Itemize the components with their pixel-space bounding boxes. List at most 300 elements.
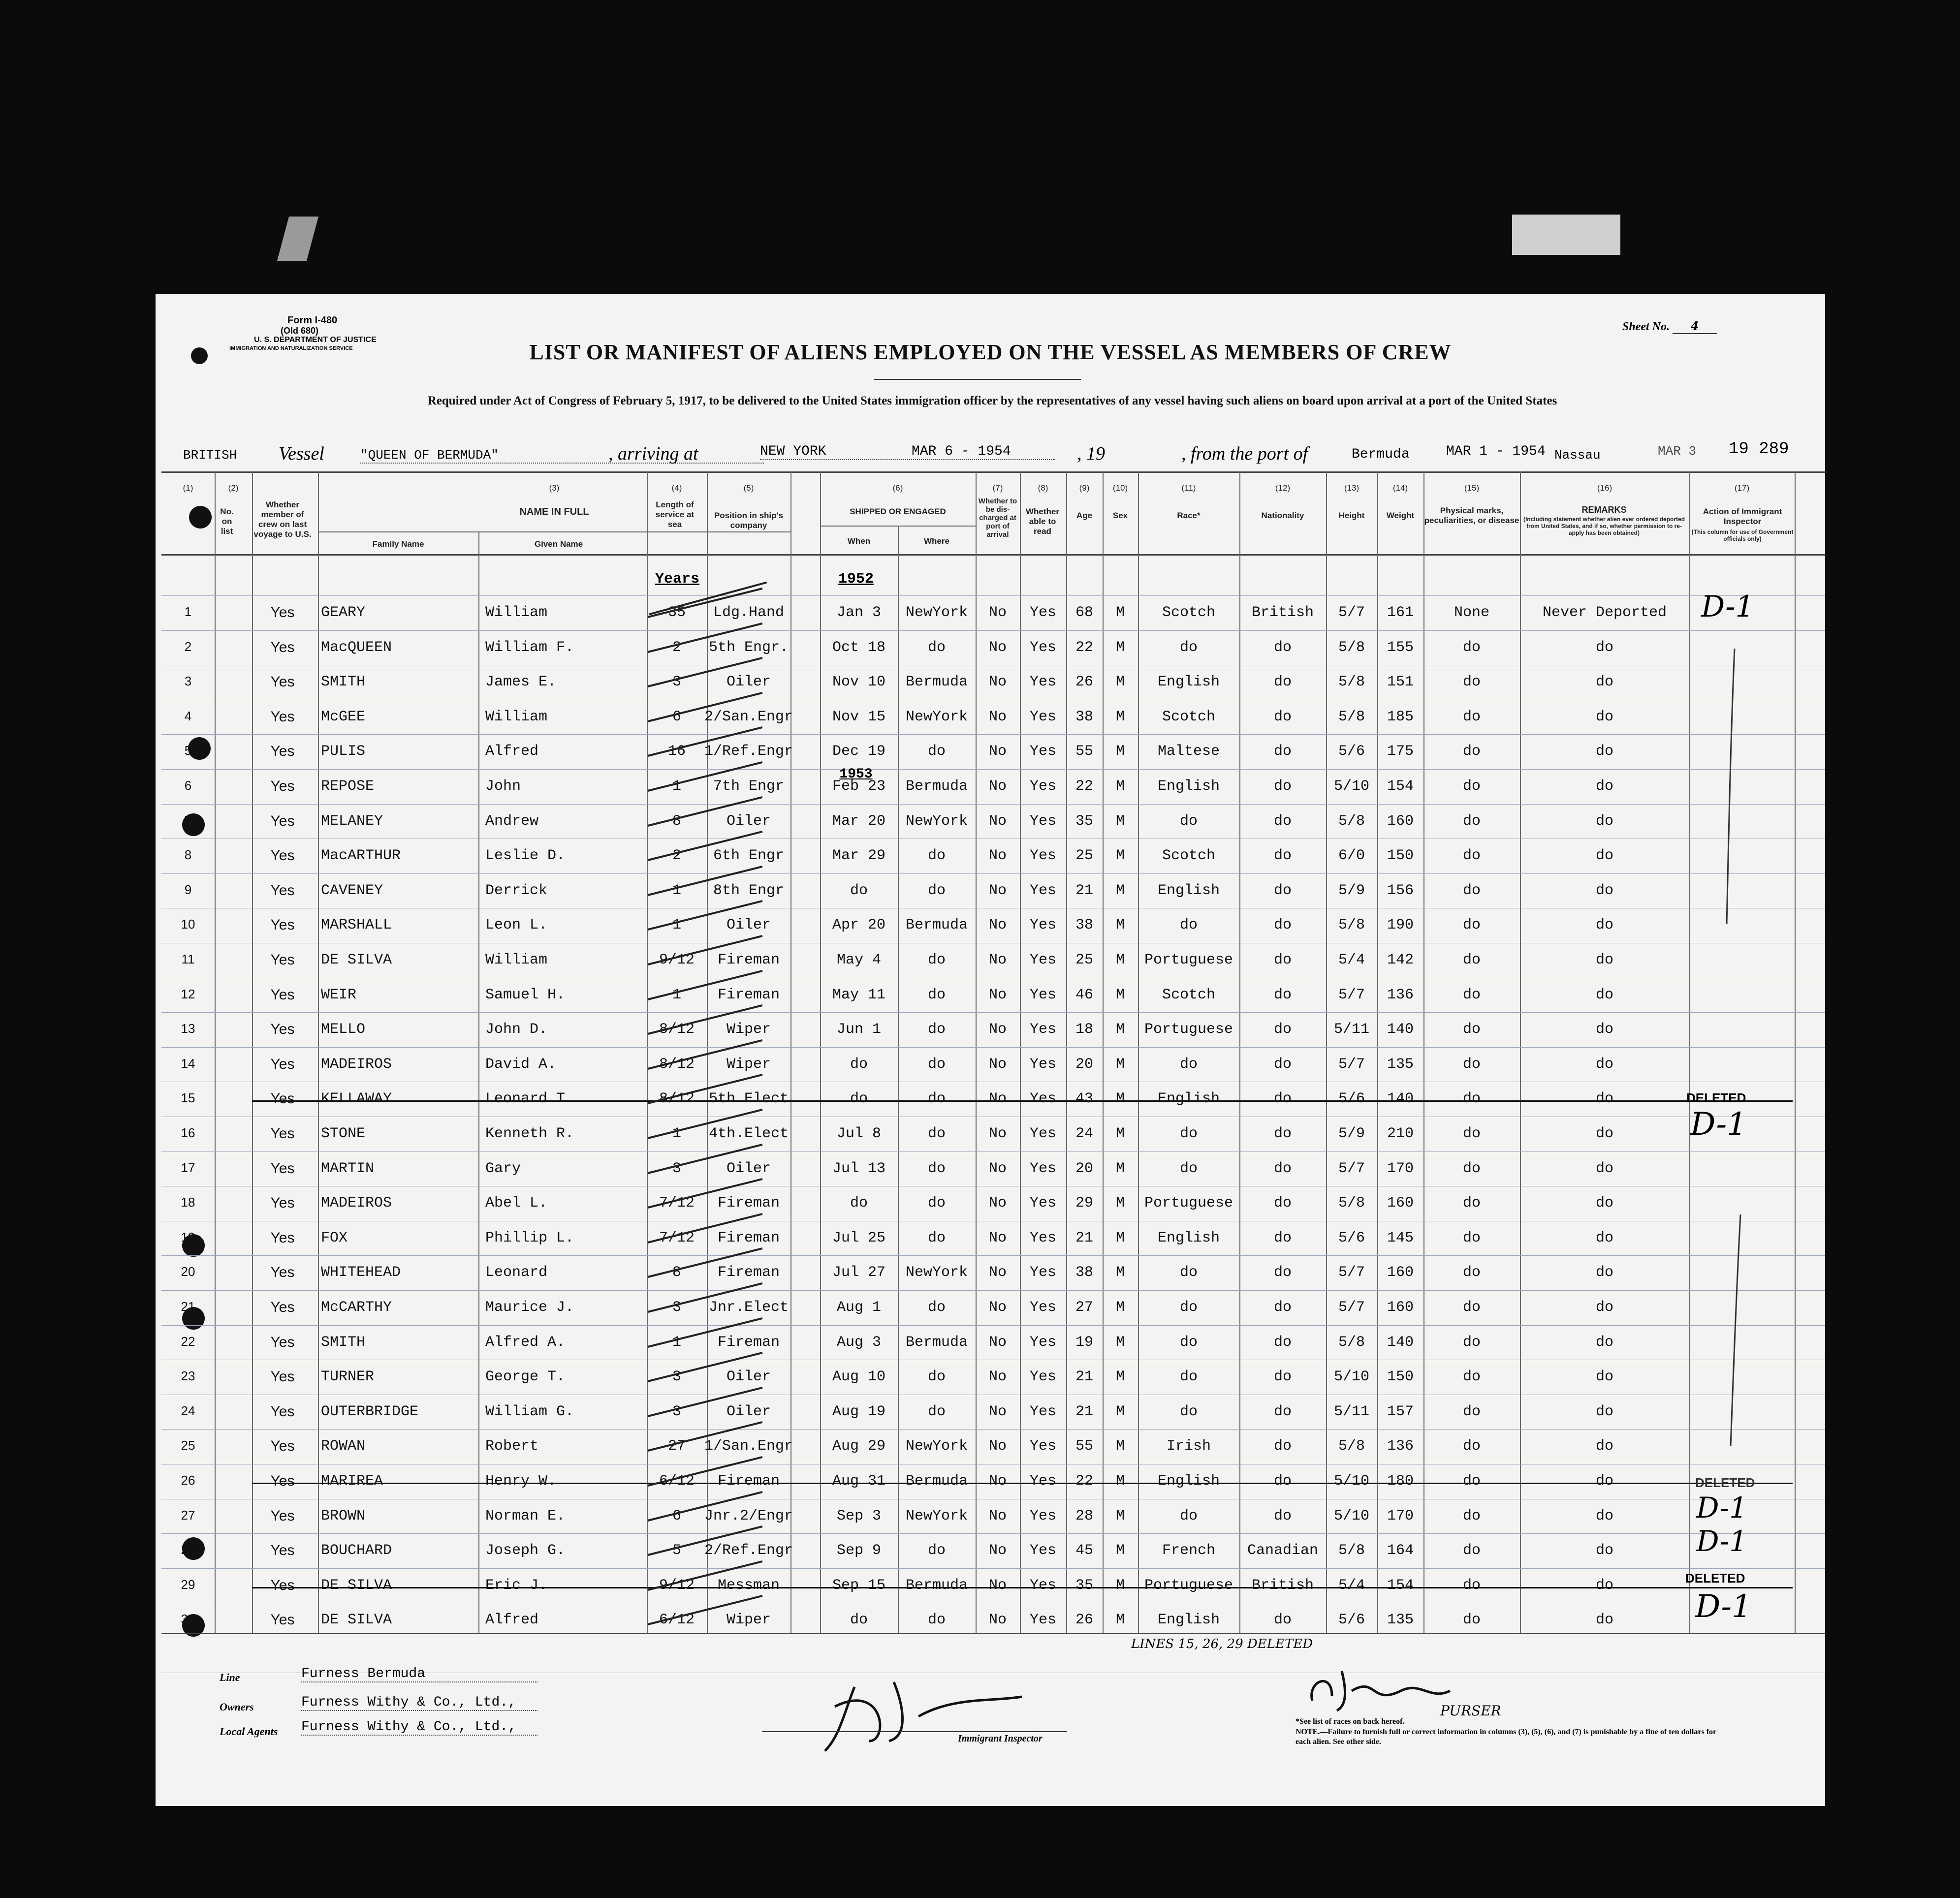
cell-nat: do <box>1273 917 1292 934</box>
cell-weight: 160 <box>1387 812 1414 830</box>
cell-no: 26 <box>181 1473 195 1488</box>
cell-read: Yes <box>1029 986 1056 1003</box>
cell-nat: do <box>1273 882 1292 899</box>
column-number: (11) <box>1181 483 1196 493</box>
cell-no: 17 <box>181 1160 195 1175</box>
cell-service: 1 <box>672 1125 681 1142</box>
cell-where: do <box>927 1090 946 1108</box>
cell-height: 5/4 <box>1338 952 1365 968</box>
cell-weight: 136 <box>1387 986 1414 1003</box>
cell-phys: do <box>1462 1612 1481 1629</box>
cell-phys: do <box>1462 1334 1481 1351</box>
cell-phys: do <box>1462 1299 1481 1316</box>
cell-remarks: do <box>1595 1334 1613 1351</box>
header-no: No. on list <box>220 507 234 536</box>
header-where: Where <box>924 536 949 546</box>
cell-height: 5/7 <box>1338 1056 1365 1073</box>
cell-no: 6 <box>184 778 192 793</box>
cell-where: do <box>927 1369 946 1386</box>
cell-phys: do <box>1462 1264 1481 1281</box>
form-title: LIST OR MANIFEST OF ALIENS EMPLOYED ON THE VESSEL AS MEMBERS OF CREW <box>529 340 1452 364</box>
cell-height: 5/10 <box>1333 1473 1369 1490</box>
cell-no: 15 <box>181 1090 195 1106</box>
cell-height: 5/6 <box>1338 1612 1365 1629</box>
cell-sex: M <box>1115 847 1125 865</box>
cell-read: Yes <box>1029 604 1056 621</box>
cell-height: 5/7 <box>1338 604 1365 621</box>
cell-race: Portuguese <box>1144 952 1233 968</box>
cell-nat: do <box>1273 1021 1292 1038</box>
cell-sex: M <box>1115 952 1125 968</box>
cell-position: Fireman <box>717 986 780 1003</box>
cell-crew: Yes <box>270 1195 295 1212</box>
cell-position: Wiper <box>726 1612 771 1629</box>
cell-where: do <box>927 639 946 656</box>
cell-remarks: do <box>1595 708 1613 725</box>
arriving-label: , arriving at <box>608 443 698 464</box>
cell-remarks: do <box>1595 778 1613 795</box>
cell-race: Scotch <box>1162 847 1216 865</box>
cell-when: Sep 9 <box>836 1542 881 1559</box>
cell-race: do <box>1179 1056 1198 1073</box>
cell-disch: No <box>988 743 1007 760</box>
cell-where: do <box>927 1160 946 1177</box>
cell-no: 2 <box>184 639 192 654</box>
cell-read: Yes <box>1029 952 1056 968</box>
form-number: Form I-480 <box>287 315 338 326</box>
cell-position: Oiler <box>726 1403 771 1420</box>
cell-service: 35 <box>667 604 686 621</box>
header-height: Height <box>1338 511 1365 520</box>
cell-weight: 135 <box>1387 1056 1414 1073</box>
inspector-d1-mark: D-1 <box>1696 1525 1748 1558</box>
cell-nat: do <box>1273 1369 1292 1386</box>
cell-read: Yes <box>1029 1473 1056 1490</box>
deleted-stamp: DELETED <box>1695 1475 1755 1490</box>
cell-weight: 140 <box>1387 1021 1414 1038</box>
from-port-date: MAR 1 - 1954 <box>1446 444 1546 459</box>
owners-value: Furness Withy & Co., Ltd., <box>301 1695 537 1711</box>
cell-given: Alfred <box>485 743 539 760</box>
cell-weight: 170 <box>1387 1160 1414 1177</box>
cell-weight: 150 <box>1387 1369 1414 1386</box>
cell-sex: M <box>1115 882 1125 899</box>
cell-service: 8/12 <box>659 1090 695 1108</box>
header-nationality: Nationality <box>1261 511 1304 520</box>
cell-remarks: do <box>1595 1090 1613 1108</box>
cell-where: do <box>927 743 946 760</box>
header-family: Family Name <box>372 539 424 549</box>
cell-service: 1 <box>672 986 681 1003</box>
cell-when: do <box>850 882 868 899</box>
cell-weight: 151 <box>1387 674 1414 691</box>
cell-no: 16 <box>181 1125 195 1140</box>
cell-nat: do <box>1273 708 1292 725</box>
cell-weight: 210 <box>1387 1125 1414 1142</box>
cell-phys: do <box>1462 1160 1481 1177</box>
cell-read: Yes <box>1029 1612 1056 1629</box>
cell-when: Sep 15 <box>832 1577 886 1594</box>
cell-remarks: Never Deported <box>1542 604 1667 621</box>
cell-age: 24 <box>1075 1125 1093 1142</box>
cell-where: do <box>927 1403 946 1420</box>
cell-height: 5/6 <box>1338 743 1365 760</box>
cell-given: William <box>485 604 548 621</box>
cell-when: May 11 <box>832 986 886 1003</box>
cell-nat: do <box>1273 986 1292 1003</box>
cell-weight: 140 <box>1387 1090 1414 1108</box>
cell-family: GEARY <box>321 604 366 621</box>
inspector-d1-mark: D-1 <box>1690 1106 1747 1143</box>
cell-disch: No <box>988 639 1007 656</box>
cell-crew: Yes <box>270 1542 295 1559</box>
cell-where: NewYork <box>905 604 968 621</box>
film-tab-right <box>1512 215 1620 255</box>
cell-remarks: do <box>1595 917 1613 934</box>
cell-read: Yes <box>1029 674 1056 691</box>
cell-no: 11 <box>181 952 195 966</box>
cell-remarks: do <box>1595 1369 1613 1386</box>
cell-height: 5/10 <box>1333 1507 1369 1525</box>
cell-where: do <box>927 1056 946 1073</box>
cell-when: do <box>850 1056 868 1073</box>
cell-service: 1 <box>672 882 681 899</box>
cell-age: 25 <box>1075 952 1093 968</box>
cell-race: Portuguese <box>1144 1021 1233 1038</box>
cell-phys: do <box>1462 1056 1481 1073</box>
cell-race: English <box>1157 1473 1220 1490</box>
inspector-caption: Immigrant Inspector <box>958 1733 1043 1744</box>
cell-where: do <box>927 1229 946 1246</box>
cell-crew: Yes <box>270 1090 295 1107</box>
cell-where: do <box>927 1195 946 1212</box>
cell-age: 21 <box>1075 1369 1093 1386</box>
cell-age: 21 <box>1075 1229 1093 1246</box>
cell-position: 5th Engr. <box>708 639 789 656</box>
cell-where: do <box>927 1021 946 1038</box>
header-age: Age <box>1076 511 1093 520</box>
arriving-port: NEW YORK <box>760 444 1055 460</box>
cell-phys: do <box>1462 882 1481 899</box>
cell-height: 5/7 <box>1338 1160 1365 1177</box>
cell-read: Yes <box>1029 778 1056 795</box>
cell-nat: do <box>1273 1229 1292 1246</box>
cell-given: Derrick <box>485 882 548 899</box>
cell-race: Scotch <box>1162 708 1216 725</box>
header-shipped: SHIPPED OR ENGAGED <box>850 507 946 516</box>
cell-race: do <box>1179 1369 1198 1386</box>
cell-age: 46 <box>1075 986 1093 1003</box>
cell-weight: 140 <box>1387 1334 1414 1351</box>
cell-age: 27 <box>1075 1299 1093 1316</box>
cell-read: Yes <box>1029 1160 1056 1177</box>
cell-crew: Yes <box>270 743 295 760</box>
cell-service: 6 <box>672 1507 681 1525</box>
deleted-stamp: DELETED <box>1686 1090 1746 1105</box>
cell-service: 2 <box>672 847 681 865</box>
cell-read: Yes <box>1029 1542 1056 1559</box>
column-number: (3) <box>549 483 560 493</box>
cell-no: 7 <box>184 812 192 828</box>
cell-family: MELLO <box>321 1021 366 1038</box>
cell-height: 5/10 <box>1333 778 1369 795</box>
cell-disch: No <box>988 1090 1007 1108</box>
cell-disch: No <box>988 1438 1007 1455</box>
cell-race: French <box>1162 1542 1216 1559</box>
inspector-d1-mark: D-1 <box>1701 590 1754 624</box>
cell-no: 30 <box>181 1612 195 1627</box>
cell-where: Bermuda <box>905 1473 968 1490</box>
inspector-signature <box>805 1667 1081 1761</box>
cell-sex: M <box>1115 1542 1125 1559</box>
cell-phys: do <box>1462 1507 1481 1525</box>
cell-position: 5th.Elect <box>708 1090 789 1108</box>
cell-sex: M <box>1115 1403 1125 1420</box>
cell-no: 3 <box>184 674 192 689</box>
cell-when: Nov 10 <box>832 674 886 691</box>
cell-service: 3 <box>672 1160 681 1177</box>
cell-position: Fireman <box>717 952 780 968</box>
cell-when: Aug 29 <box>832 1438 886 1455</box>
cell-position: Oiler <box>726 1160 771 1177</box>
cell-service: 6/12 <box>659 1612 695 1629</box>
cell-where: do <box>927 1125 946 1142</box>
cell-no: 10 <box>181 917 195 932</box>
cell-disch: No <box>988 708 1007 725</box>
cell-disch: No <box>988 778 1007 795</box>
arrival-stamp: 19 289 <box>1729 440 1789 459</box>
from-port: Bermuda <box>1352 447 1410 462</box>
cell-given: Leonard T. <box>485 1090 574 1108</box>
cell-disch: No <box>988 1403 1007 1420</box>
cell-remarks: do <box>1595 1542 1613 1559</box>
cell-given: Phillip L. <box>485 1229 574 1246</box>
cell-disch: No <box>988 1577 1007 1594</box>
cell-crew: Yes <box>270 1612 295 1628</box>
cell-when: Nov 15 <box>832 708 886 725</box>
cell-read: Yes <box>1029 1577 1056 1594</box>
cell-remarks: do <box>1595 812 1613 830</box>
cell-given: George T. <box>485 1369 566 1386</box>
cell-where: do <box>927 1542 946 1559</box>
cell-height: 5/7 <box>1338 1264 1365 1281</box>
cell-given: Henry W. <box>485 1473 557 1490</box>
vessel-flag: BRITISH <box>183 448 237 463</box>
cell-family: MARIREA <box>321 1473 383 1490</box>
cell-phys: do <box>1462 1438 1481 1455</box>
cell-race: Maltese <box>1157 743 1220 760</box>
purser-caption: PURSER <box>1440 1703 1501 1719</box>
cell-disch: No <box>988 674 1007 691</box>
cell-race: Scotch <box>1162 604 1216 621</box>
cell-age: 35 <box>1075 1577 1093 1594</box>
cell-position: 6th Engr <box>713 847 785 865</box>
cell-given: Alfred <box>485 1612 539 1629</box>
cell-given: Andrew <box>485 812 539 830</box>
cell-height: 5/11 <box>1333 1403 1369 1420</box>
cell-service: 9/12 <box>659 952 695 968</box>
cell-where: do <box>927 1299 946 1316</box>
cell-where: do <box>927 986 946 1003</box>
cell-sex: M <box>1115 1264 1125 1281</box>
header-crew: Whether member of crew on last voyage to U.S. <box>253 500 312 539</box>
cell-race: Scotch <box>1162 986 1216 1003</box>
cell-age: 28 <box>1075 1507 1093 1525</box>
cell-position: Fireman <box>717 1334 780 1351</box>
cell-height: 5/8 <box>1338 674 1365 691</box>
cell-remarks: do <box>1595 986 1613 1003</box>
form-agency: U. S. DEPARTMENT OF JUSTICE <box>254 336 377 344</box>
sheet-number-value: 4 <box>1673 319 1717 334</box>
cell-nat: do <box>1273 1160 1292 1177</box>
header-read: Whether able to read <box>1026 507 1059 536</box>
cell-height: 5/4 <box>1338 1577 1365 1594</box>
cell-when: Dec 19 <box>832 743 886 760</box>
cell-crew: Yes <box>270 674 295 690</box>
cell-race: do <box>1179 812 1198 830</box>
cell-age: 45 <box>1075 1542 1093 1559</box>
column-number: (14) <box>1392 483 1408 493</box>
column-number: (8) <box>1038 483 1048 493</box>
cell-height: 5/8 <box>1338 917 1365 934</box>
column-number: (1) <box>183 483 193 493</box>
cell-read: Yes <box>1029 882 1056 899</box>
cell-remarks: do <box>1595 1612 1613 1629</box>
cell-position: 1/San.Engr <box>704 1438 793 1455</box>
inspector-d1-mark: D-1 <box>1695 1588 1752 1625</box>
cell-when: Mar 29 <box>832 847 886 865</box>
cell-where: Bermuda <box>905 778 968 795</box>
cell-height: 5/8 <box>1338 812 1365 830</box>
cell-race: do <box>1179 917 1198 934</box>
cell-no: 23 <box>181 1369 195 1384</box>
cell-no: 24 <box>181 1403 195 1418</box>
cell-remarks: do <box>1595 1264 1613 1281</box>
cell-given: Gary <box>485 1160 521 1177</box>
cell-race: do <box>1179 639 1198 656</box>
cell-read: Yes <box>1029 639 1056 656</box>
cell-weight: 160 <box>1387 1299 1414 1316</box>
cell-disch: No <box>988 1473 1007 1490</box>
cell-age: 26 <box>1075 674 1093 691</box>
cell-family: STONE <box>321 1125 366 1142</box>
cell-nat: do <box>1273 1125 1292 1142</box>
cell-service: 1 <box>672 1334 681 1351</box>
cell-age: 38 <box>1075 1264 1093 1281</box>
cell-weight: 160 <box>1387 1195 1414 1212</box>
cell-where: do <box>927 952 946 968</box>
cell-crew: Yes <box>270 1160 295 1177</box>
cell-remarks: do <box>1595 1160 1613 1177</box>
cell-crew: Yes <box>270 1264 295 1281</box>
cell-service: 7/12 <box>659 1229 695 1246</box>
cell-where: NewYork <box>905 1264 968 1281</box>
cell-given: Samuel H. <box>485 986 566 1003</box>
cell-age: 43 <box>1075 1090 1093 1108</box>
cell-position: Fireman <box>717 1195 780 1212</box>
cell-nat: do <box>1273 952 1292 968</box>
cell-given: Joseph G. <box>485 1542 566 1559</box>
cell-service: 3 <box>672 1369 681 1386</box>
cell-given: James E. <box>485 674 557 691</box>
cell-position: Fireman <box>717 1264 780 1281</box>
cell-position: 8th Engr <box>713 882 785 899</box>
cell-position: 2/San.Engr <box>704 708 793 725</box>
cell-no: 22 <box>181 1334 195 1349</box>
cell-weight: 150 <box>1387 847 1414 865</box>
cell-crew: Yes <box>270 847 295 864</box>
cell-family: OUTERBRIDGE <box>321 1403 419 1420</box>
cell-nat: do <box>1273 1299 1292 1316</box>
cell-remarks: do <box>1595 1021 1613 1038</box>
form-subtitle: Required under Act of Congress of February 5, 1917, to be delivered to the United States immigration officer by the representatives of any vessel having such aliens on board upon arrival at a port of the United States <box>427 394 1557 407</box>
cell-height: 5/8 <box>1338 639 1365 656</box>
cell-remarks: do <box>1595 847 1613 865</box>
cell-remarks: do <box>1595 1577 1613 1594</box>
cell-age: 68 <box>1075 604 1093 621</box>
cell-race: do <box>1179 1160 1198 1177</box>
cell-weight: 136 <box>1387 1438 1414 1455</box>
cell-remarks: do <box>1595 1438 1613 1455</box>
sheet-number-label: Sheet No. 4 <box>1622 319 1717 334</box>
column-number: (15) <box>1464 483 1480 493</box>
local-agents-value: Furness Withy & Co., Ltd., <box>301 1719 537 1736</box>
cell-given: Eric J. <box>485 1577 548 1594</box>
cell-given: Norman E. <box>485 1507 566 1525</box>
cell-disch: No <box>988 1264 1007 1281</box>
cell-nat: do <box>1273 639 1292 656</box>
cell-family: BOUCHARD <box>321 1542 392 1559</box>
column-number: (17) <box>1734 483 1750 493</box>
cell-service: 8/12 <box>659 1056 695 1073</box>
cell-height: 5/9 <box>1338 1125 1365 1142</box>
cell-remarks: do <box>1595 1056 1613 1073</box>
cell-no: 18 <box>181 1195 195 1210</box>
cell-nat: do <box>1273 1612 1292 1629</box>
cell-sex: M <box>1115 708 1125 725</box>
cell-family: REPOSE <box>321 778 375 795</box>
column-number: (9) <box>1079 483 1090 493</box>
cell-no: 14 <box>181 1056 195 1071</box>
cell-nat: do <box>1273 1090 1292 1108</box>
penalty-note: NOTE.—Failure to furnish full or correct information in columns (3), (5), (6), and (7) is punishable by a fine of ten dollars for each alien. See other side. <box>1296 1728 1716 1746</box>
cell-nat: Canadian <box>1247 1542 1319 1559</box>
cell-when: Apr 20 <box>832 917 886 934</box>
cell-sex: M <box>1115 1369 1125 1386</box>
column-number: (7) <box>992 483 1003 493</box>
cell-when: Aug 10 <box>832 1369 886 1386</box>
cell-sex: M <box>1115 778 1125 795</box>
cell-age: 20 <box>1075 1160 1093 1177</box>
cell-age: 21 <box>1075 1403 1093 1420</box>
cell-height: 5/8 <box>1338 1334 1365 1351</box>
cell-service: 3 <box>672 1299 681 1316</box>
cell-phys: do <box>1462 674 1481 691</box>
cell-sex: M <box>1115 1438 1125 1455</box>
cell-position: Wiper <box>726 1056 771 1073</box>
cell-disch: No <box>988 1021 1007 1038</box>
cell-service: 1 <box>672 778 681 795</box>
cell-family: McCARTHY <box>321 1299 392 1316</box>
header-race: Race* <box>1177 511 1201 520</box>
column-number: (6) <box>892 483 903 493</box>
cell-height: 5/11 <box>1333 1021 1369 1038</box>
cell-remarks: do <box>1595 1195 1613 1212</box>
cell-service: 3 <box>672 674 681 691</box>
cell-remarks: do <box>1595 743 1613 760</box>
cell-nat: do <box>1273 1473 1292 1490</box>
cell-race: English <box>1157 778 1220 795</box>
